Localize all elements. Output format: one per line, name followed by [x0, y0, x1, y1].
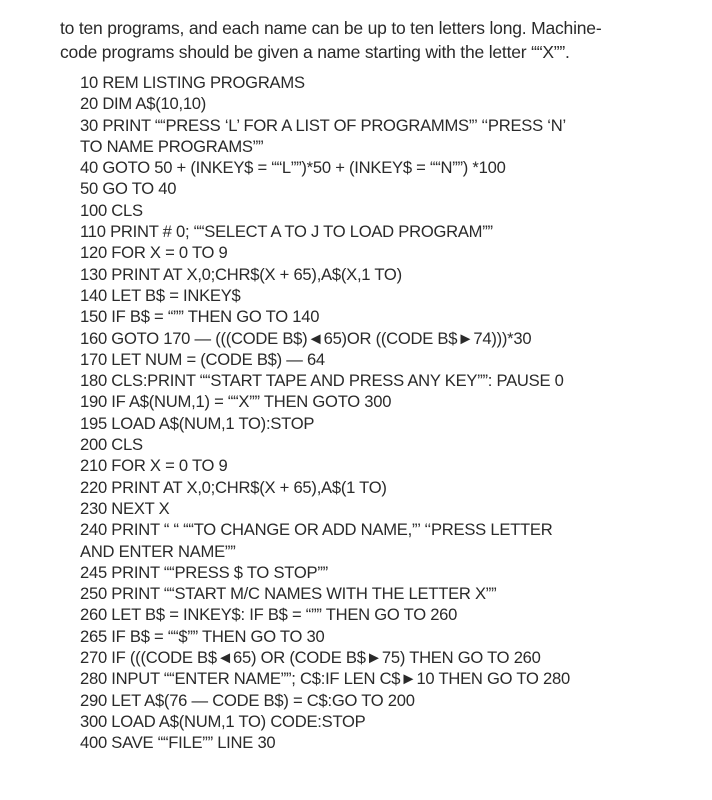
listing-line: 100 CLS: [80, 200, 143, 220]
listing-line: 270 IF (((CODE B$◄65) OR (CODE B$►75) THEN GO TO 260: [80, 648, 541, 668]
listing-line: AND ENTER NAME””: [80, 541, 236, 561]
listing-line: 290 LET A$(76 — CODE B$) = C$:GO TO 200: [80, 690, 415, 710]
listing-line: 10 REM LISTING PROGRAMS: [80, 73, 305, 92]
listing-line: 200 CLS: [80, 435, 143, 455]
listing-line: 120 FOR X = 0 TO 9: [80, 243, 228, 263]
listing-line: 40 GOTO 50 + (INKEY$ = ““L””)*50 + (INKEY$ = ““N””) *100: [80, 158, 506, 178]
listing-line: 150 IF B$ = “”” THEN GO TO 140: [80, 307, 320, 327]
listing-line: TO NAME PROGRAMS””: [80, 136, 264, 156]
listing-line: 190 IF A$(NUM,1) = ““X”” THEN GOTO 300: [80, 392, 392, 412]
listing-line: 20 DIM A$(10,10): [80, 94, 207, 114]
listing-line: 170 LET NUM = (CODE B$) — 64: [80, 349, 325, 369]
listing-line: 300 LOAD A$(NUM,1 TO) CODE:STOP: [80, 711, 366, 731]
basic-program-listing: [80, 72, 700, 754]
listing-line: 160 GOTO 170 — (((CODE B$)◄65)OR ((CODE B$►74)))*30: [80, 328, 532, 348]
listing-line: 50 GO TO 40: [80, 179, 177, 199]
listing-line: 220 PRINT AT X,0;CHR$(X + 65),A$(1 TO): [80, 477, 387, 497]
listing-line: 245 PRINT ““PRESS $ TO STOP””: [80, 562, 328, 582]
listing-line: 30 PRINT ““PRESS ‘L’ FOR A LIST OF PROGRAMMS”’ ‘‘PRESS ‘N’: [80, 115, 566, 135]
listing-line: 230 NEXT X: [80, 498, 170, 518]
listing-line: 240 PRINT “ “ ““TO CHANGE OR ADD NAME,”’ ‘‘PRESS LETTER: [80, 520, 553, 540]
listing-line: 265 IF B$ = ““$”” THEN GO TO 30: [80, 626, 325, 646]
listing-line: 280 INPUT ““ENTER NAME””; C$:IF LEN C$►10 THEN GO TO 280: [80, 669, 570, 689]
intro-line: code programs should be given a name starting with the letter ““X””.: [60, 42, 570, 62]
listing-line: 400 SAVE ““FILE”” LINE 30: [80, 733, 276, 753]
listing-line: 260 LET B$ = INKEY$: IF B$ = “”” THEN GO TO 260: [80, 605, 458, 625]
listing-line: 140 LET B$ = INKEY$: [80, 285, 241, 305]
listing-line: 210 FOR X = 0 TO 9: [80, 456, 228, 476]
intro-paragraph: [60, 16, 700, 64]
listing-line: 195 LOAD A$(NUM,1 TO):STOP: [80, 413, 315, 433]
listing-line: 110 PRINT # 0; ““SELECT A TO J TO LOAD PROGRAM””: [80, 222, 493, 242]
listing-line: 250 PRINT ““START M/C NAMES WITH THE LETTER X””: [80, 584, 497, 604]
intro-line: to ten programs, and each name can be up to ten letters long. Machine-: [60, 18, 602, 38]
listing-line: 180 CLS:PRINT ““START TAPE AND PRESS ANY KEY””: PAUSE 0: [80, 371, 564, 391]
listing-line: 130 PRINT AT X,0;CHR$(X + 65),A$(X,1 TO): [80, 264, 402, 284]
